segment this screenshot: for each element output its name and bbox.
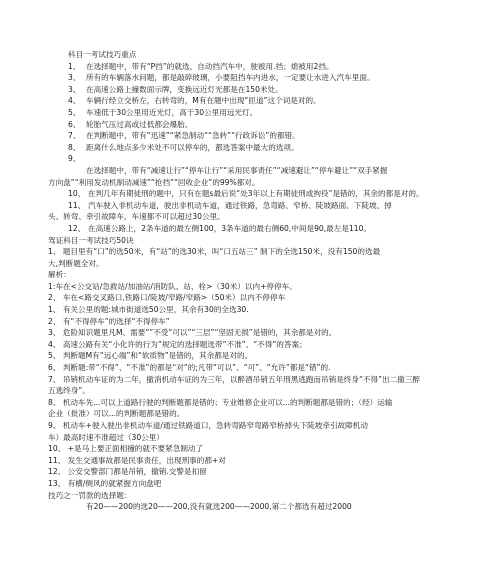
list-item: 11、 发生交通事故都是民事责任，出现刑事的都+对 [48,455,226,465]
list-item: 2、 有“不得停车”的选择“不得停车” [48,316,170,326]
paragraph-line: 大,判断题全对。 [48,258,104,268]
paragraph-line: 企业（批准）可以...的判断题都是错的。 [48,409,185,419]
list-item: 12、 在高速公路上，2条车道的最左侧100，3条车道的最右侧60,中间是90,最左是110。 [68,223,372,233]
list-item: 7、 吊销机动车证的为二年，撤消机动车证的为三年，以醉酒吊销五年刑黑逃跑而吊销是终身“不得”出二撤三醉 [48,374,421,384]
list-item: 6、 判断题:带“不得”、“不准”的都是“对”的;凡带“可以”、“可”、“允许”都是“错”的. [48,363,331,373]
paragraph-line: 车）最高时速不准超过（30公里） [48,432,164,442]
section-title: 技巧之一罚款的选择题： [48,490,132,500]
section-title: 驾证科目一考试技巧50诀 [48,235,134,245]
list-item: 8、 距离什么地点多少米处不可以停车的，都选答案中最大的选项。 [68,142,299,152]
list-item: 4、 高速公路有关“小化许的行为”规定的选择题选带“不准”、“不得”的答案； [48,339,307,349]
list-item: 12、 公安交警部门都是吊销，撤销.交警是扣留 [48,467,207,477]
doc-title: 科目一考试技巧重点 [68,50,137,59]
list-item: 4、 车辆行经立交桥左，右转弯的，M有在题中出现“匝道”这个词是对的。 [68,96,321,106]
list-item: 3、 所有的车辆落水问题，都是敲碎玻璃，小要阻挡车内进水，一定要让水进入汽车里面。 [68,73,375,83]
list-item: 5、 判断题M有“远心端”和“软质物”是错的，其余都是对的。 [48,351,253,361]
list-item: 8、 机动车先...可以上道路行驶的判断题都是错的；专业维修企业可以...的判断题都是错的；（经）运输 [48,397,393,407]
list-item: 13、 有横/侧风的就紧握方向盘吧 [48,478,162,488]
list-item: 2、 车在<路交叉路口,铁路口/陡坡/窄路/窄路>（50米）以内不停停车 [48,293,286,303]
list-item: 1:车在<公交站/急救站/加油站/消防队、站、栓>（30米）以内+停停车。 [48,281,297,291]
paragraph-line: 方向盘”“利用发动机制动减速”“抢挡”“回收企业”的99%都对。 [48,177,260,187]
list-item: 6、 轮胎气压过高或过低都会爆胎。 [68,119,193,129]
list-item: 3、 在高速公路上撞数面示牌，变换远近灯光都是在150米处。 [68,84,283,94]
list-item: 3、 危险知识题里凡M、需要“”不受“可以”“三层”“坚固无损”是错的，其余都是对的。 [48,328,337,338]
paragraph-line: 在选择题中，带有“减速让行”“停车让行”“采用民事责任”“减速避让”“停车避让”“双手紧握 [86,165,388,175]
paragraph-line: 1、 题目里有“口”的选50米，有“站”的选30米，叫“口五站三” 制下的全选150米，没有150的选最 [48,247,381,257]
list-item: 1、 有关公里的题:城市街道选50公里，其余有30的全选30. [48,305,249,315]
list-item: 7、 在判断题中，带有“迅速”“紧急制动”“急转”“行政诉讼”的都错。 [68,131,300,141]
list-item: 11、 汽车驶入非机动车道，驶出非机动车道，通过铁路，急弯路、窄桥、陡坡路面、下陡坡、掉 [68,200,392,210]
paragraph-line: 有20——200的选20——200,没有就选200——2000,第二个都选有超过2000 [86,502,352,512]
list-item: 9、 [68,154,81,164]
list-item: 10、 +是马上要正面相撞的就不要紧急制动了 [48,444,204,454]
paragraph-line: 五逃终身”。 [48,386,90,396]
list-item: 1、 在选择题中，带有“P挡”的就选，自动挡汽车中，驶被用.挡；熄被用2挡。 [68,61,334,71]
list-item: 5、 车速低于30公里用近光灯，高于30公里用远光灯。 [68,107,258,117]
list-item: 10、 在判几年有期徒刑的题中，只有在题s最后说“处3年以上有期徒刑或拘役”是错的，其余的都是对的。 [68,189,424,199]
section-label: 解析： [48,270,71,280]
list-item: 9、 机动车+驶入驶出非机动车道/通过铁路道口，急转弯路窄弯路窄桥掉头下陡坡牵引故障机动 [48,421,368,430]
paragraph-line: 头、转弯、牵引故障车，车速都不可以超过30公里。 [48,212,225,222]
